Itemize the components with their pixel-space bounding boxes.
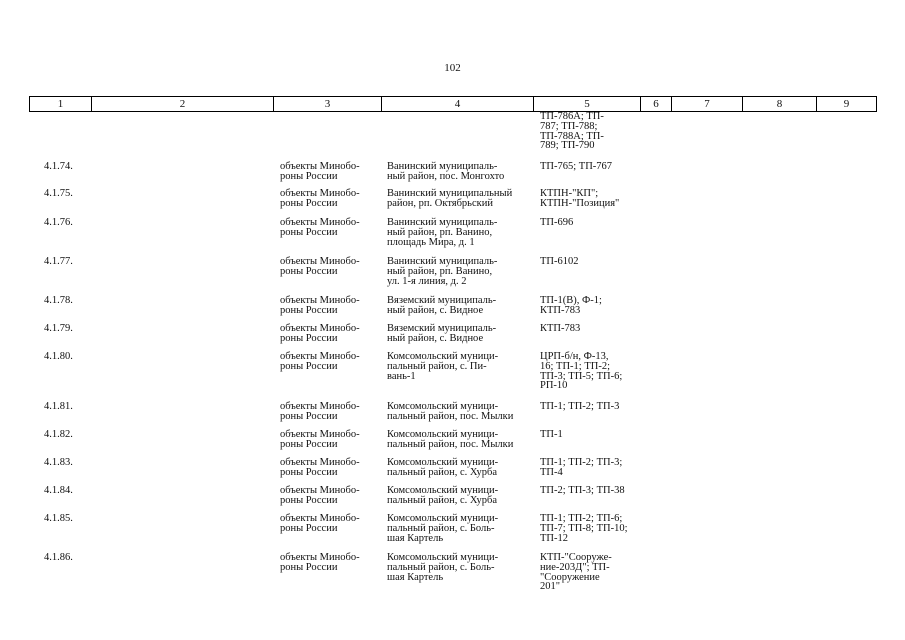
owner-cell: объекты Минобо- роны России xyxy=(280,513,360,534)
row-number: 4.1.78. xyxy=(44,295,73,306)
owner-cell: объекты Минобо- роны России xyxy=(280,351,360,372)
column-header: 3 xyxy=(274,97,382,112)
location-cell: Комсомольский муници- пальный район, с. Хурба xyxy=(387,485,499,506)
column-header: 5 xyxy=(534,97,641,112)
substations-cell: ТП-696 xyxy=(540,217,574,228)
substations-cell: КТП-"Сооруже- ние-203Д"; ТП- "Сооружение 201" xyxy=(540,552,612,593)
substations-cell: ТП-6102 xyxy=(540,256,579,267)
owner-cell: объекты Минобо- роны России xyxy=(280,485,360,506)
column-header: 7 xyxy=(672,97,743,112)
location-cell: Комсомольский муници- пальный район, пос. Мылки xyxy=(387,429,514,450)
location-cell: Ванинский муниципаль- ный район, пос. Монгохто xyxy=(387,161,505,182)
row-number: 4.1.77. xyxy=(44,256,73,267)
location-cell: Ванинский муниципальный район, рп. Октябрьский xyxy=(387,188,513,209)
substations-cell: ТП-1; ТП-2; ТП-6; ТП-7; ТП-8; ТП-10; ТП-12 xyxy=(540,513,628,544)
owner-cell: объекты Минобо- роны России xyxy=(280,256,360,277)
location-cell: Вяземский муниципаль- ный район, с. Видное xyxy=(387,295,497,316)
substations-cell: ТП-2; ТП-3; ТП-38 xyxy=(540,485,625,496)
column-header: 2 xyxy=(92,97,274,112)
row-number: 4.1.80. xyxy=(44,351,73,362)
owner-cell: объекты Минобо- роны России xyxy=(280,217,360,238)
location-cell: Комсомольский муници- пальный район, с. Пи- вань-1 xyxy=(387,351,499,382)
owner-cell: объекты Минобо- роны России xyxy=(280,401,360,422)
owner-cell: объекты Минобо- роны России xyxy=(280,552,360,573)
substations-cell: ТП-1; ТП-2; ТП-3 xyxy=(540,401,620,412)
row-number: 4.1.82. xyxy=(44,429,73,440)
column-header: 6 xyxy=(641,97,672,112)
location-cell: Вяземский муниципаль- ный район, с. Видное xyxy=(387,323,497,344)
page-number: 102 xyxy=(444,62,461,74)
substations-cell: ТП-765; ТП-767 xyxy=(540,161,613,172)
owner-cell: объекты Минобо- роны России xyxy=(280,295,360,316)
owner-cell: объекты Минобо- роны России xyxy=(280,188,360,209)
row-number: 4.1.84. xyxy=(44,485,73,496)
location-cell: Ванинский муниципаль- ный район, рп. Ванино, ул. 1-я линия, д. 2 xyxy=(387,256,498,287)
column-header: 9 xyxy=(817,97,877,112)
row-number: 4.1.83. xyxy=(44,457,73,468)
substations-cell: КТПН-"КП"; КТПН-"Позиция" xyxy=(540,188,620,209)
row-number: 4.1.86. xyxy=(44,552,73,563)
substations-cell: ТП-1(В), Ф-1; КТП-783 xyxy=(540,295,602,316)
owner-cell: объекты Минобо- роны России xyxy=(280,161,360,182)
substations-cell: ТП-1 xyxy=(540,429,563,440)
location-cell: Комсомольский муници- пальный район, с. Боль- шая Картель xyxy=(387,513,499,544)
column-header: 4 xyxy=(382,97,534,112)
column-header: 1 xyxy=(30,97,92,112)
location-cell: Комсомольский муници- пальный район, пос. Мылки xyxy=(387,401,514,422)
row-number: 4.1.79. xyxy=(44,323,73,334)
column-header-row xyxy=(30,97,877,112)
column-header-table xyxy=(29,96,877,112)
location-cell: Ванинский муниципаль- ный район, рп. Ванино, площадь Мира, д. 1 xyxy=(387,217,498,248)
row-number: 4.1.76. xyxy=(44,217,73,228)
substations-cell: ТП-786А; ТП- 787; ТП-788; ТП-788А; ТП- 789; ТП-790 xyxy=(540,111,604,152)
row-number: 4.1.74. xyxy=(44,161,73,172)
column-header: 8 xyxy=(743,97,817,112)
location-cell: Комсомольский муници- пальный район, с. Хурба xyxy=(387,457,499,478)
row-number: 4.1.81. xyxy=(44,401,73,412)
location-cell: Комсомольский муници- пальный район, с. Боль- шая Картель xyxy=(387,552,499,583)
owner-cell: объекты Минобо- роны России xyxy=(280,323,360,344)
row-number: 4.1.85. xyxy=(44,513,73,524)
owner-cell: объекты Минобо- роны России xyxy=(280,429,360,450)
substations-cell: КТП-783 xyxy=(540,323,581,334)
owner-cell: объекты Минобо- роны России xyxy=(280,457,360,478)
row-number: 4.1.75. xyxy=(44,188,73,199)
substations-cell: ТП-1; ТП-2; ТП-3; ТП-4 xyxy=(540,457,623,478)
substations-cell: ЦРП-б/н, Ф-13, 16; ТП-1; ТП-2; ТП-3; ТП-5; ТП-6; РП-10 xyxy=(540,351,623,392)
